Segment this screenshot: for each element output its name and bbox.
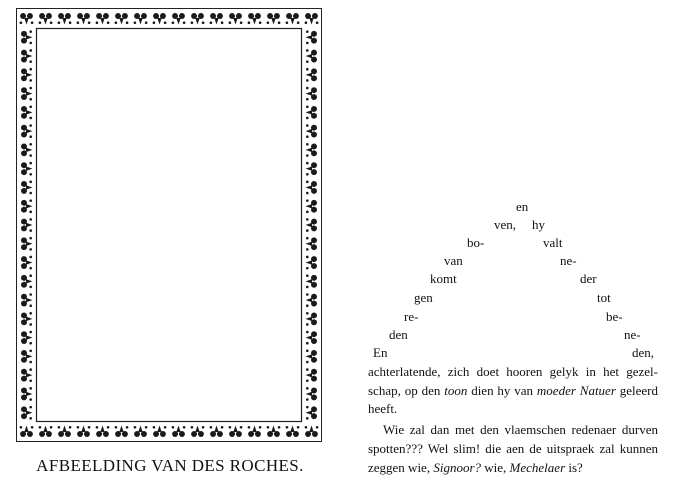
- portrait-caption: AFBEELDING VAN DES ROCHES.: [36, 456, 304, 475]
- poem-word: En: [373, 345, 388, 360]
- frame-ornament: [20, 426, 34, 438]
- frame-ornament: [21, 124, 33, 138]
- frame-ornament: [306, 368, 318, 382]
- poem-line: Wie zal dan met den vlaemschen redenaer durven: [383, 422, 658, 437]
- frame-ornament: [115, 426, 129, 438]
- frame-ornament: [210, 426, 224, 438]
- poem-word: komt: [430, 271, 457, 286]
- frame-ornament: [172, 426, 186, 438]
- poem-line: spotten??? Wel slim! die aen de uitspraek zal kunnen: [368, 441, 658, 456]
- frame-ornament: [306, 162, 318, 176]
- frame-ornament: [21, 68, 33, 82]
- poem-word: der: [580, 271, 597, 286]
- poem-word: valt: [543, 235, 563, 250]
- frame-ornament: [267, 426, 281, 438]
- frame-ornament: [20, 13, 34, 25]
- frame-ornament: [21, 87, 33, 101]
- frame-ornament: [39, 13, 53, 25]
- frame-ornament: [229, 426, 243, 438]
- frame-ornament: [21, 293, 33, 307]
- poem-word: den,: [632, 345, 655, 360]
- frame-ornament: [21, 162, 33, 176]
- frame-ornament: [305, 426, 319, 438]
- frame-ornament: [21, 237, 33, 251]
- frame-ornament: [248, 13, 262, 25]
- poem-line: schap, op den toon dien hy van moeder Natuer geleerd: [368, 383, 659, 398]
- poem-word: hy: [532, 217, 545, 232]
- frame-ornament: [21, 256, 33, 270]
- frame-ornament: [306, 124, 318, 138]
- poem-word: den: [389, 327, 408, 342]
- frame-ornament: [77, 426, 91, 438]
- poem-word: ven,: [494, 217, 517, 232]
- frame-ornament: [21, 274, 33, 288]
- poem-word: gen: [414, 290, 433, 305]
- poem-word: ne-: [560, 253, 577, 268]
- frame-ornament: [21, 105, 33, 119]
- frame-ornament: [248, 426, 262, 438]
- frame-ornament: [21, 181, 33, 195]
- frame-ornament: [286, 13, 300, 25]
- frame-ornament: [229, 13, 243, 25]
- frame-ornament: [306, 30, 318, 44]
- frame-ornament: [306, 256, 318, 270]
- frame-ornament: [306, 143, 318, 157]
- frame-ornament: [210, 13, 224, 25]
- frame-ornament: [21, 387, 33, 401]
- frame-ornament: [306, 181, 318, 195]
- frame-ornament: [306, 406, 318, 420]
- frame-ornament: [21, 49, 33, 63]
- poem-word: van: [444, 253, 463, 268]
- frame-ornament: [134, 13, 148, 25]
- frame-ornament: [96, 426, 110, 438]
- frame-ornament: [153, 426, 167, 438]
- poem-word: en: [516, 199, 529, 214]
- frame-ornament: [306, 199, 318, 213]
- frame-ornament: [191, 426, 205, 438]
- frame-ornament: [306, 331, 318, 345]
- frame-ornament: [21, 199, 33, 213]
- frame-ornament: [21, 143, 33, 157]
- frame-ornament: [153, 13, 167, 25]
- frame-ornament: [77, 13, 91, 25]
- frame-ornament: [21, 312, 33, 326]
- poem-word: be-: [606, 309, 623, 324]
- poem-line: achterlatende, zich doet hooren gelyk in het gezel-: [368, 364, 658, 379]
- frame-ornament: [172, 13, 186, 25]
- poem-word: bo-: [467, 235, 485, 250]
- frame-ornament: [306, 49, 318, 63]
- poem-word: re-: [404, 309, 419, 324]
- frame-ornament: [21, 368, 33, 382]
- frame-ornament: [21, 331, 33, 345]
- frame-ornament: [21, 350, 33, 364]
- frame-ornament: [96, 13, 110, 25]
- frame-ornament: [21, 30, 33, 44]
- frame-ornament: [58, 426, 72, 438]
- frame-ornament: [267, 13, 281, 25]
- frame-ornament: [306, 87, 318, 101]
- frame-ornament: [306, 274, 318, 288]
- frame-ornament: [21, 406, 33, 420]
- frame-ornament: [306, 293, 318, 307]
- frame-ornament: [305, 13, 319, 25]
- frame-ornament: [21, 218, 33, 232]
- frame-ornament: [306, 218, 318, 232]
- frame-ornament: [58, 13, 72, 25]
- frame-ornament: [306, 237, 318, 251]
- frame-ornament: [306, 68, 318, 82]
- poem-word: tot: [597, 290, 611, 305]
- poem-word: ne-: [624, 327, 641, 342]
- frame-ornament: [306, 105, 318, 119]
- poem-line: heeft.: [368, 401, 398, 416]
- frame-ornament: [115, 13, 129, 25]
- poem-line: zeggen wie, Signoor? wie, Mechelaer is?: [368, 460, 583, 475]
- frame-ornament: [134, 426, 148, 438]
- frame-ornament: [306, 387, 318, 401]
- frame-ornament: [39, 426, 53, 438]
- frame-ornament: [306, 350, 318, 364]
- frame-ornament: [191, 13, 205, 25]
- frame-ornament: [286, 426, 300, 438]
- ornamental-frame: [12, 4, 326, 446]
- frame-ornament: [306, 312, 318, 326]
